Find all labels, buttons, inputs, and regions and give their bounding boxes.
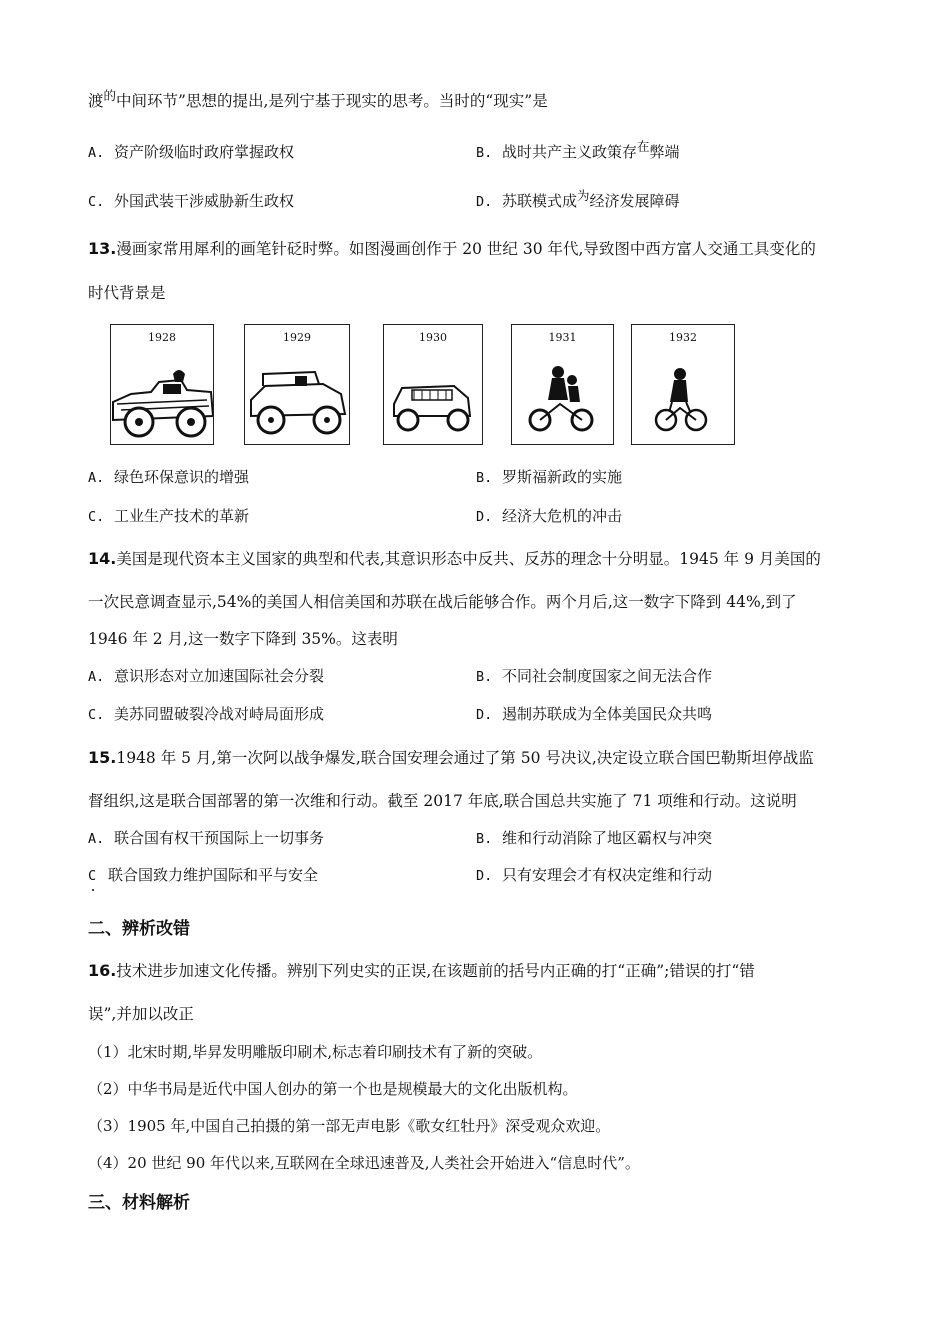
q14-option-a bbox=[88, 665, 324, 688]
luxury-car-drawing bbox=[111, 354, 214, 444]
option-text: 意识形态对立加速国际社会分裂 bbox=[114, 667, 325, 685]
panel-year: 1932 bbox=[669, 331, 697, 344]
option-text: 绿色环保意识的增强 bbox=[114, 468, 250, 486]
option-text: 维和行动消除了地区霸权与冲突 bbox=[502, 829, 713, 847]
q15-stem-line-2: 督组织,这是联合国部署的第一次维和行动。截至 2017 年底,联合国总共实施了 71 项维和行动。这说明 bbox=[88, 792, 797, 810]
option-letter: A. bbox=[88, 145, 105, 161]
q14-stem-line-2: 一次民意调查显示,54%的美国人相信美国和苏联在战后能够合作。两个月后,这一数字下降到 44%,到了 bbox=[88, 593, 797, 611]
q13-option-a bbox=[88, 466, 249, 489]
option-letter: D. bbox=[476, 707, 493, 723]
q12-option-c bbox=[88, 190, 294, 213]
q14-option-c bbox=[88, 703, 324, 726]
option-letter: B. bbox=[476, 669, 493, 685]
q12-stem-line bbox=[88, 90, 548, 113]
q12-stem-part1: 渡 bbox=[88, 92, 104, 110]
option-letter: A. bbox=[88, 470, 105, 486]
option-letter: A. bbox=[88, 669, 105, 685]
option-letter: B. bbox=[476, 145, 493, 161]
cartoon-panel-1928 bbox=[110, 324, 214, 445]
option-text: 联合国有权干预国际上一切事务 bbox=[114, 829, 325, 847]
option-text: 经济大危机的冲击 bbox=[502, 507, 623, 525]
option-text-post: 弊端 bbox=[649, 143, 680, 161]
q12-option-a bbox=[88, 141, 294, 164]
option-text-sup: 在 bbox=[637, 139, 650, 154]
q16-item-3: （3）1905 年,中国自己拍摄的第一部无声电影《歌女红牡丹》深受观众欢迎。 bbox=[88, 1117, 611, 1135]
q16-item-1: （1）北宋时期,毕昇发明雕版印刷术,标志着印刷技术有了新的突破。 bbox=[88, 1043, 543, 1061]
q14-stem-line-3: 1946 年 2 月,这一数字下降到 35%。这表明 bbox=[88, 630, 398, 648]
q16-stem-text-1: 技术进步加速文化传播。辨别下列史实的正误,在该题前的括号内正确的打“正确”;错误的打“错 bbox=[116, 962, 755, 980]
question-number: 15. bbox=[88, 748, 117, 767]
q16-stem-line-1 bbox=[88, 960, 755, 982]
q13-stem-line-1 bbox=[88, 238, 816, 260]
q12-stem-part2: 中间环节”思想的提出,是列宁基于现实的思考。当时的“现实”是 bbox=[116, 92, 548, 110]
q15-stem-line-1 bbox=[88, 747, 814, 769]
option-letter: C. bbox=[88, 509, 105, 525]
q13-option-c bbox=[88, 505, 249, 528]
q14-stem-line-1 bbox=[88, 548, 821, 570]
section-heading-2: 二、辨析改错 bbox=[88, 919, 190, 939]
cartoon-panel-1930 bbox=[383, 324, 483, 445]
option-text-pre: 战时共产主义政策存 bbox=[502, 143, 638, 161]
q15-option-a bbox=[88, 827, 324, 850]
cartoon-panel-1929 bbox=[244, 324, 350, 445]
option-text: 资产阶级临时政府掌握政权 bbox=[114, 143, 295, 161]
option-text: 美苏同盟破裂冷战对峙局面形成 bbox=[114, 705, 325, 723]
q12-stem-sup: 的 bbox=[103, 88, 117, 103]
q13-option-d bbox=[476, 505, 622, 528]
option-text-sup: 为 bbox=[577, 188, 590, 203]
cartoon-panel-1931 bbox=[511, 324, 614, 445]
q14-stem-text-1: 美国是现代资本主义国家的典型和代表,其意识形态中反共、反苏的理念十分明显。1945 年 9 月美国的 bbox=[116, 550, 821, 568]
option-text: 联合国致力维护国际和平与安全 bbox=[108, 866, 319, 884]
option-letter: D. bbox=[476, 868, 493, 884]
option-text: 工业生产技术的革新 bbox=[114, 507, 250, 525]
q14-option-d bbox=[476, 703, 712, 726]
option-text: 不同社会制度国家之间无法合作 bbox=[502, 667, 713, 685]
q15-stem-text-1: 1948 年 5 月,第一次阿以战争爆发,联合国安理会通过了第 50 号决议,决定设立联合国巴勒斯坦停战监 bbox=[116, 749, 814, 767]
option-letter: D. bbox=[476, 509, 493, 525]
q15-option-b bbox=[476, 827, 712, 850]
q15-option-c bbox=[88, 864, 318, 887]
panel-year: 1931 bbox=[548, 331, 577, 344]
q13-option-b bbox=[476, 466, 622, 489]
panel-year: 1930 bbox=[419, 331, 447, 344]
option-letter: C bbox=[88, 868, 97, 884]
stray-mark bbox=[92, 889, 94, 891]
option-text: 外国武装干涉威胁新生政权 bbox=[114, 192, 295, 210]
option-text: 遏制苏联成为全体美国民众共鸣 bbox=[502, 705, 713, 723]
option-letter: A. bbox=[88, 831, 105, 847]
option-letter: D. bbox=[476, 194, 493, 210]
q13-stem-text-1: 漫画家常用犀利的画笔针砭时弊。如图漫画创作于 20 世纪 30 年代,导致图中西方富人交通工具变化的 bbox=[116, 240, 816, 258]
panel-year: 1928 bbox=[148, 331, 176, 344]
q16-stem-line-2: 误”,并加以改正 bbox=[88, 1005, 194, 1023]
bicycle-drawing bbox=[632, 354, 735, 444]
touring-car-drawing bbox=[245, 354, 350, 444]
option-text-post: 经济发展障碍 bbox=[589, 192, 680, 210]
q13-stem-line-2: 时代背景是 bbox=[88, 284, 166, 302]
panel-year: 1929 bbox=[283, 331, 311, 344]
option-letter: C. bbox=[88, 707, 105, 723]
small-car-drawing bbox=[384, 354, 483, 444]
question-number: 16. bbox=[88, 961, 117, 980]
q12-option-b bbox=[476, 141, 680, 164]
option-letter: B. bbox=[476, 831, 493, 847]
option-letter: B. bbox=[476, 470, 493, 486]
option-text: 只有安理会才有权决定维和行动 bbox=[502, 866, 713, 884]
cartoon-panel-1932 bbox=[631, 324, 735, 445]
q14-option-b bbox=[476, 665, 712, 688]
section-heading-3: 三、材料解析 bbox=[88, 1193, 190, 1213]
q16-item-2: （2）中华书局是近代中国人创办的第一个也是规模最大的文化出版机构。 bbox=[88, 1080, 578, 1098]
option-text-pre: 苏联模式成 bbox=[502, 192, 578, 210]
q12-option-d bbox=[476, 190, 680, 213]
q16-item-4: （4）20 世纪 90 年代以来,互联网在全球迅速普及,人类社会开始进入“信息时代”。 bbox=[88, 1154, 640, 1172]
question-number: 13. bbox=[88, 239, 117, 258]
option-letter: C. bbox=[88, 194, 105, 210]
motorcycle-drawing bbox=[512, 354, 614, 444]
option-text: 罗斯福新政的实施 bbox=[502, 468, 623, 486]
question-number: 14. bbox=[88, 549, 117, 568]
q15-option-d bbox=[476, 864, 712, 887]
